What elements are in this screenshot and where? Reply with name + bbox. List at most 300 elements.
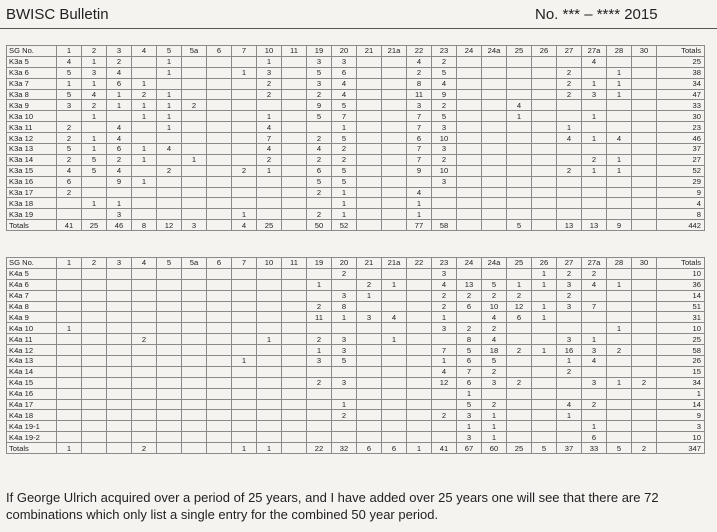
- table-cell: 4: [157, 144, 182, 155]
- table-cell: 5: [57, 144, 82, 155]
- table-cell: 4: [582, 56, 607, 67]
- table-cell: 25: [257, 220, 282, 231]
- table-cell: [382, 198, 407, 209]
- table-cell: [382, 133, 407, 144]
- row-label: K3a 7: [7, 78, 57, 89]
- table-cell: [407, 334, 432, 345]
- column-header: 30: [632, 46, 657, 57]
- table-cell: [357, 78, 382, 89]
- table-cell: [382, 209, 407, 220]
- table-cell: [182, 432, 207, 443]
- table-cell: [282, 345, 307, 356]
- table-cell: 1: [507, 111, 532, 122]
- table-cell: 3: [557, 334, 582, 345]
- table-cell: [382, 144, 407, 155]
- table-cell: [607, 290, 632, 301]
- table-cell: [232, 268, 257, 279]
- table-cell: [182, 89, 207, 100]
- table-cell: [382, 100, 407, 111]
- table-cell: [357, 100, 382, 111]
- table-cell: 5: [332, 133, 357, 144]
- table-cell: [532, 187, 557, 198]
- table-cell: [232, 345, 257, 356]
- table-cell: 2: [57, 187, 82, 198]
- table-cell: [82, 279, 107, 290]
- table-cell: [282, 399, 307, 410]
- table-cell: [82, 388, 107, 399]
- table-row: [7, 100, 705, 111]
- table-cell: [507, 268, 532, 279]
- table-cell: [607, 388, 632, 399]
- table-cell: [382, 366, 407, 377]
- table-cell: [532, 56, 557, 67]
- table-cell: 9: [407, 165, 432, 176]
- table-row: [7, 399, 705, 410]
- column-header: 5: [157, 258, 182, 269]
- table-row: [7, 290, 705, 301]
- table-cell: [207, 100, 232, 111]
- table-cell: 34: [657, 78, 705, 89]
- table-cell: 1: [132, 154, 157, 165]
- table-cell: 1: [182, 154, 207, 165]
- table-cell: 4: [557, 133, 582, 144]
- table-cell: [607, 187, 632, 198]
- table-cell: [532, 154, 557, 165]
- table-cell: [482, 100, 507, 111]
- table-cell: [357, 67, 382, 78]
- table-cell: 1: [57, 323, 82, 334]
- table-cell: [532, 334, 557, 345]
- table-cell: 5: [57, 89, 82, 100]
- table-cell: 5: [607, 443, 632, 454]
- table-cell: 1: [457, 388, 482, 399]
- table-cell: [57, 334, 82, 345]
- table-cell: [282, 312, 307, 323]
- table-cell: 3: [307, 78, 332, 89]
- table-cell: 1: [257, 56, 282, 67]
- table-cell: 1: [332, 399, 357, 410]
- table-cell: [582, 312, 607, 323]
- table-cell: 3: [582, 89, 607, 100]
- table-cell: [532, 198, 557, 209]
- row-label: K3a 14: [7, 154, 57, 165]
- table-cell: 2: [482, 399, 507, 410]
- table-cell: [307, 432, 332, 443]
- table-cell: [607, 410, 632, 421]
- table-cell: [357, 122, 382, 133]
- table-cell: 4: [507, 100, 532, 111]
- table-cell: [357, 144, 382, 155]
- table-cell: [632, 122, 657, 133]
- table-cell: [632, 290, 657, 301]
- table-cell: [107, 410, 132, 421]
- table-cell: 5: [482, 279, 507, 290]
- table-cell: 1: [507, 279, 532, 290]
- table-cell: 1: [382, 334, 407, 345]
- table-cell: [582, 144, 607, 155]
- table-cell: 5: [332, 165, 357, 176]
- table-cell: [232, 290, 257, 301]
- table-cell: [57, 209, 82, 220]
- table-cell: 15: [657, 366, 705, 377]
- table-cell: 1: [257, 165, 282, 176]
- row-label: K3a 13: [7, 144, 57, 155]
- table-cell: 2: [107, 56, 132, 67]
- table-cell: [482, 268, 507, 279]
- table-row: [7, 388, 705, 399]
- table-cell: 11: [307, 312, 332, 323]
- column-header: 4: [132, 46, 157, 57]
- table-cell: [382, 323, 407, 334]
- column-header: 11: [282, 46, 307, 57]
- column-header: 28: [607, 258, 632, 269]
- table-cell: [532, 377, 557, 388]
- table-cell: 1: [232, 67, 257, 78]
- table-cell: [557, 421, 582, 432]
- table-cell: 2: [582, 268, 607, 279]
- table-cell: [157, 78, 182, 89]
- table-cell: [57, 301, 82, 312]
- table-cell: 2: [582, 154, 607, 165]
- table-cell: [457, 144, 482, 155]
- table-cell: 9: [657, 410, 705, 421]
- table-cell: 4: [307, 144, 332, 155]
- column-header: 10: [257, 46, 282, 57]
- table-cell: 4: [432, 366, 457, 377]
- table-cell: [632, 100, 657, 111]
- table-cell: [257, 187, 282, 198]
- column-header: 23: [432, 46, 457, 57]
- table-cell: [157, 290, 182, 301]
- table-cell: [507, 209, 532, 220]
- table-cell: [282, 56, 307, 67]
- table-cell: [82, 176, 107, 187]
- table-cell: 4: [107, 133, 132, 144]
- table-cell: [232, 133, 257, 144]
- k3a-table: [6, 45, 705, 231]
- table-cell: 1: [407, 443, 432, 454]
- table-cell: [507, 388, 532, 399]
- table-cell: [607, 432, 632, 443]
- row-label: K3a 12: [7, 133, 57, 144]
- table-cell: 6: [107, 78, 132, 89]
- table-cell: 1: [407, 198, 432, 209]
- table-cell: 9: [607, 220, 632, 231]
- table-cell: [257, 421, 282, 432]
- table-cell: [582, 67, 607, 78]
- table-cell: 58: [432, 220, 457, 231]
- table-cell: 1: [582, 78, 607, 89]
- table-cell: [507, 366, 532, 377]
- table-cell: 1: [332, 198, 357, 209]
- table-cell: [182, 366, 207, 377]
- table-cell: [357, 410, 382, 421]
- table-cell: [232, 410, 257, 421]
- table-cell: [457, 111, 482, 122]
- table-cell: 2: [132, 443, 157, 454]
- table-cell: [207, 111, 232, 122]
- table-cell: [82, 268, 107, 279]
- table-cell: [182, 122, 207, 133]
- table-cell: 4: [57, 56, 82, 67]
- table-cell: 442: [657, 220, 705, 231]
- table-cell: [532, 100, 557, 111]
- table-cell: [457, 176, 482, 187]
- table-cell: [57, 268, 82, 279]
- column-header: 24: [457, 258, 482, 269]
- table-cell: 26: [657, 356, 705, 367]
- column-header: 21: [357, 258, 382, 269]
- table-cell: 4: [232, 220, 257, 231]
- table-cell: 58: [657, 345, 705, 356]
- table-cell: 1: [257, 334, 282, 345]
- table-cell: [507, 56, 532, 67]
- table-cell: 2: [257, 78, 282, 89]
- table-cell: 1: [157, 100, 182, 111]
- table-cell: 1: [82, 78, 107, 89]
- table-cell: 25: [657, 334, 705, 345]
- table-cell: 6: [107, 144, 132, 155]
- table-cell: 8: [657, 209, 705, 220]
- table-cell: [207, 421, 232, 432]
- table-cell: [607, 312, 632, 323]
- table-cell: [282, 366, 307, 377]
- table-cell: [282, 421, 307, 432]
- table-cell: [507, 165, 532, 176]
- row-label: K4a 13: [7, 356, 57, 367]
- table-cell: [132, 421, 157, 432]
- table-cell: [632, 334, 657, 345]
- table-cell: 3: [432, 144, 457, 155]
- table-cell: [132, 366, 157, 377]
- table-cell: [232, 312, 257, 323]
- table-cell: [607, 399, 632, 410]
- column-header: 19: [307, 46, 332, 57]
- table-cell: 3: [332, 345, 357, 356]
- table-cell: [82, 323, 107, 334]
- table-cell: [532, 421, 557, 432]
- table-cell: 3: [82, 67, 107, 78]
- table-cell: [182, 133, 207, 144]
- table-cell: 3: [107, 209, 132, 220]
- column-header: 21: [357, 46, 382, 57]
- table-cell: 1: [107, 198, 132, 209]
- table-cell: 1: [582, 421, 607, 432]
- table-cell: [432, 209, 457, 220]
- table-cell: 10: [432, 133, 457, 144]
- table-cell: [132, 388, 157, 399]
- table-cell: 6: [382, 443, 407, 454]
- column-header: 4: [132, 258, 157, 269]
- table-cell: 4: [432, 279, 457, 290]
- table-cell: [207, 268, 232, 279]
- table-cell: 5: [307, 67, 332, 78]
- table-cell: [257, 366, 282, 377]
- table-cell: 6: [307, 165, 332, 176]
- table-cell: [332, 432, 357, 443]
- table-row: [7, 410, 705, 421]
- table-cell: [307, 421, 332, 432]
- table-cell: 1: [657, 388, 705, 399]
- table-cell: 1: [432, 356, 457, 367]
- table-cell: [157, 209, 182, 220]
- table-cell: [357, 356, 382, 367]
- table-cell: [632, 209, 657, 220]
- table-cell: [632, 323, 657, 334]
- table-row: [7, 56, 705, 67]
- table-cell: 3: [257, 67, 282, 78]
- table-cell: [57, 312, 82, 323]
- table-cell: 1: [607, 89, 632, 100]
- table-cell: [407, 388, 432, 399]
- table-cell: 1: [157, 89, 182, 100]
- table-cell: [207, 122, 232, 133]
- table-cell: [257, 432, 282, 443]
- table-cell: 1: [232, 356, 257, 367]
- table-cell: [332, 279, 357, 290]
- table-cell: 7: [407, 154, 432, 165]
- table-cell: [207, 432, 232, 443]
- table-cell: [507, 187, 532, 198]
- table-cell: 5: [332, 100, 357, 111]
- row-label: K3a 19: [7, 209, 57, 220]
- table-cell: [307, 198, 332, 209]
- table-cell: [232, 154, 257, 165]
- table-cell: [382, 165, 407, 176]
- table-cell: [82, 410, 107, 421]
- row-label: K3a 17: [7, 187, 57, 198]
- table-cell: [532, 144, 557, 155]
- table-cell: [632, 399, 657, 410]
- table-cell: [382, 345, 407, 356]
- table-cell: [57, 111, 82, 122]
- table-cell: [482, 56, 507, 67]
- table-cell: [132, 301, 157, 312]
- table-cell: [482, 89, 507, 100]
- table-cell: [207, 78, 232, 89]
- table-cell: 4: [82, 89, 107, 100]
- table-cell: [357, 301, 382, 312]
- table-cell: 1: [607, 377, 632, 388]
- table-cell: 5: [332, 356, 357, 367]
- table-cell: 5: [457, 399, 482, 410]
- table-cell: [307, 268, 332, 279]
- table-cell: [407, 312, 432, 323]
- table-cell: [132, 290, 157, 301]
- row-label: K4a 14: [7, 366, 57, 377]
- table-cell: [632, 111, 657, 122]
- table-cell: [257, 301, 282, 312]
- table-cell: [232, 144, 257, 155]
- table-cell: [482, 111, 507, 122]
- table-cell: 1: [532, 312, 557, 323]
- table-cell: 4: [482, 312, 507, 323]
- column-header: 26: [532, 258, 557, 269]
- table-cell: 7: [407, 122, 432, 133]
- table-cell: [82, 356, 107, 367]
- table-cell: [532, 176, 557, 187]
- table-cell: 2: [332, 144, 357, 155]
- table-cell: [382, 432, 407, 443]
- table-cell: [582, 198, 607, 209]
- table-cell: 9: [657, 187, 705, 198]
- table-cell: 41: [57, 220, 82, 231]
- table-cell: 77: [407, 220, 432, 231]
- table-row: [7, 421, 705, 432]
- table-cell: [632, 279, 657, 290]
- table-cell: [582, 323, 607, 334]
- table-cell: [307, 410, 332, 421]
- table-cell: [232, 334, 257, 345]
- table-cell: [57, 421, 82, 432]
- table-cell: [182, 279, 207, 290]
- table-cell: [57, 388, 82, 399]
- table-cell: 1: [132, 78, 157, 89]
- table-cell: 7: [407, 144, 432, 155]
- table-cell: [532, 290, 557, 301]
- table-cell: [507, 198, 532, 209]
- table-cell: [157, 388, 182, 399]
- table-cell: 2: [332, 154, 357, 165]
- table-cell: [407, 268, 432, 279]
- table-cell: [182, 165, 207, 176]
- table-cell: [182, 268, 207, 279]
- column-header: 27a: [582, 46, 607, 57]
- table-cell: [557, 154, 582, 165]
- table-cell: [607, 122, 632, 133]
- table-row: [7, 144, 705, 155]
- header-row: [7, 46, 705, 57]
- table-cell: [457, 56, 482, 67]
- table-row: [7, 89, 705, 100]
- table-cell: [232, 323, 257, 334]
- table-cell: [257, 312, 282, 323]
- column-header: 10: [257, 258, 282, 269]
- table-cell: [482, 388, 507, 399]
- table-cell: 2: [57, 133, 82, 144]
- table-cell: [357, 176, 382, 187]
- table-cell: [582, 290, 607, 301]
- table-cell: 2: [332, 268, 357, 279]
- table-cell: [357, 198, 382, 209]
- table-cell: [382, 111, 407, 122]
- row-label: K3a 15: [7, 165, 57, 176]
- table-cell: [407, 176, 432, 187]
- table-cell: [307, 399, 332, 410]
- table-cell: 2: [307, 377, 332, 388]
- table-cell: 2: [482, 323, 507, 334]
- table-cell: [57, 366, 82, 377]
- table-cell: [232, 279, 257, 290]
- table-cell: [407, 366, 432, 377]
- table-cell: [582, 209, 607, 220]
- table-row: [7, 334, 705, 345]
- column-header: 2: [82, 46, 107, 57]
- table-cell: [332, 366, 357, 377]
- table-cell: 13: [557, 220, 582, 231]
- table-cell: [257, 176, 282, 187]
- table-cell: [507, 78, 532, 89]
- table-row: [7, 198, 705, 209]
- column-header: 1: [57, 258, 82, 269]
- table-cell: [207, 165, 232, 176]
- table-cell: [632, 356, 657, 367]
- table-cell: 1: [332, 122, 357, 133]
- table-cell: [407, 432, 432, 443]
- table-cell: 4: [657, 198, 705, 209]
- table-cell: [157, 176, 182, 187]
- table-cell: [432, 421, 457, 432]
